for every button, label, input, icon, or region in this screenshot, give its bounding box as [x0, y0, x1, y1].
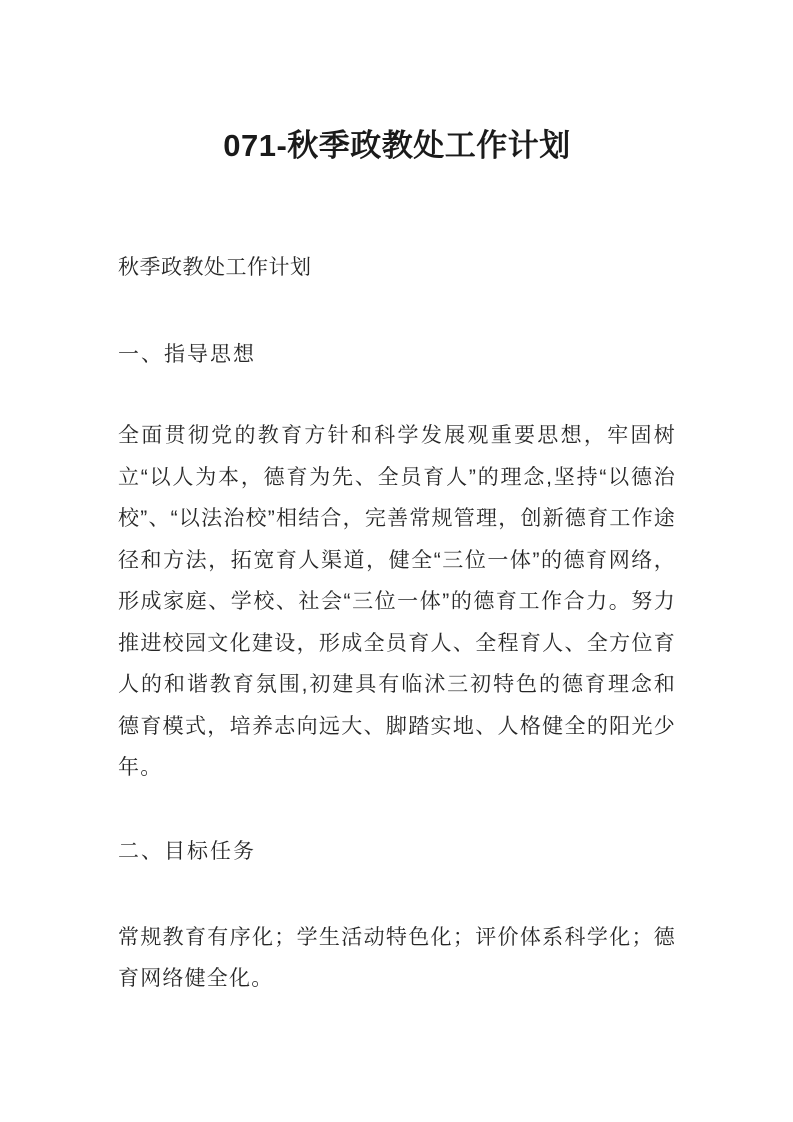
section-heading-guiding-ideology: 一、指导思想 [118, 343, 256, 366]
section-heading-goals-tasks: 二、目标任务 [118, 839, 256, 863]
document-subtitle: 秋季政教处工作计划 [118, 256, 312, 279]
section-body-guiding-ideology: 全面贯彻党的教育方针和科学发展观重要思想，牢固树立“以人为本，德育为先、全员育人”的理念,坚持“以德治校”、“以法治校”相结合，完善常规管理，创新德育工作途径和方法，拓宽育人渠道，健全“三位一体”的德育网络，形成家庭、学校、社会“三位一体”的德育工作合力。努力推进校园文化建设，形成全员育人、全程育人、全方位育人的和谐教育氛围,初建具有临沭三初特色的德育理念和德育模式，培养志向远大、脚踏实地、人格健全的阳光少年。 [118, 424, 676, 779]
document-title: 071-秋季政教处工作计划 [223, 128, 571, 163]
section-body-goals-tasks: 常规教育有序化；学生活动特色化；评价体系科学化；德育网络健全化。 [118, 925, 676, 990]
